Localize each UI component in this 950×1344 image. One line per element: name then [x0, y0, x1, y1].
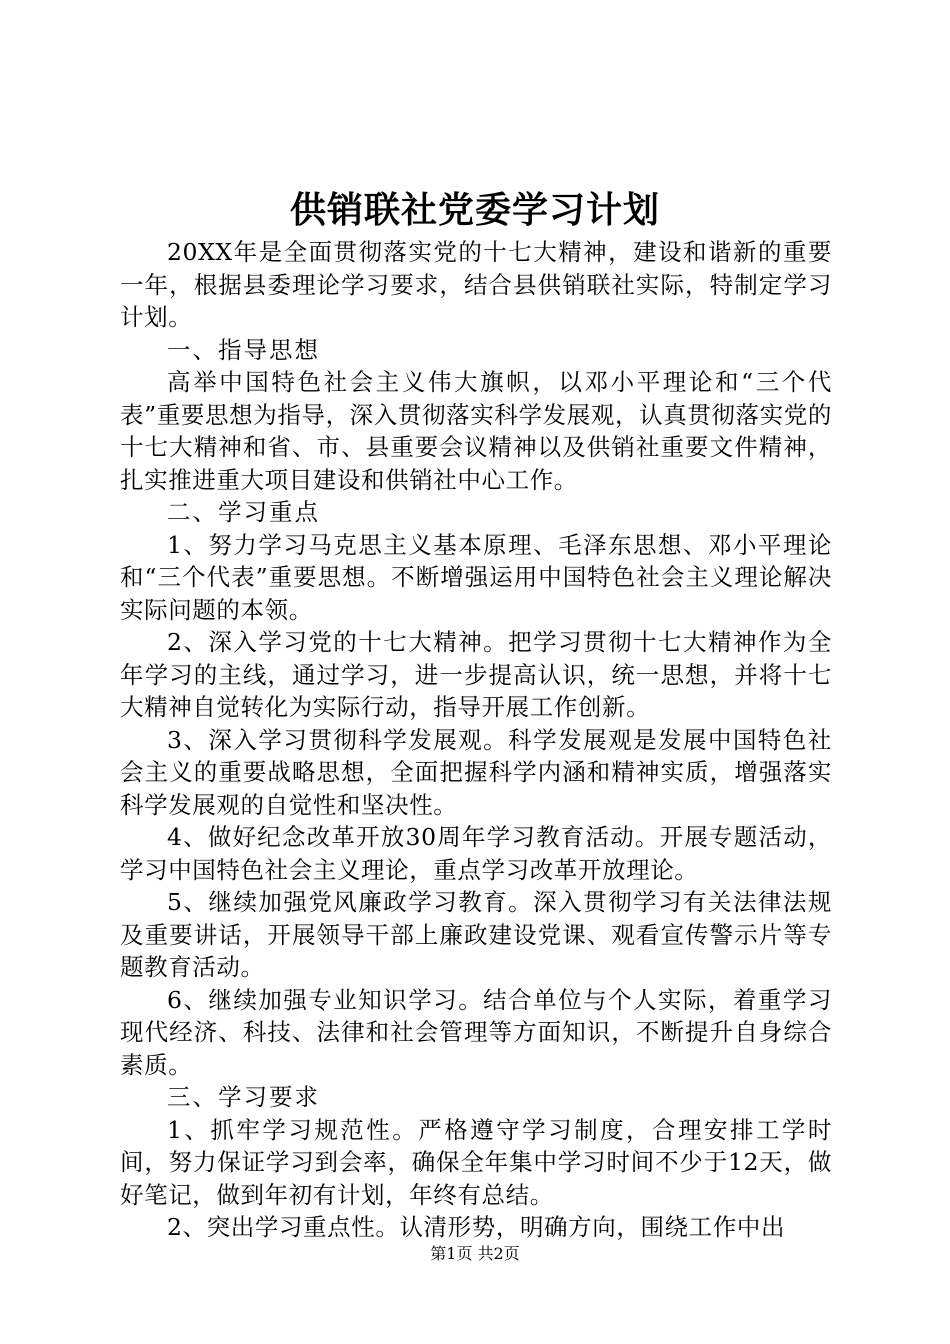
study-focus-item-1: 1、努力学习马克思主义基本原理、毛泽东思想、邓小平理论和“三个代表”重要思想。不断增强运用中国特色社会主义理论解决实际问题的本领。: [120, 530, 832, 624]
study-requirement-item-1: 1、抓牢学习规范性。严格遵守学习制度，合理安排工学时间，努力保证学习到会率，确保全年集中学习时间不少于12天，做好笔记，做到年初有计划，年终有总结。: [120, 1115, 832, 1209]
study-requirement-item-2: 2、突出学习重点性。认清形势，明确方向，围绕工作中出: [167, 1213, 786, 1241]
page-number-footer: 第1页 共2页: [430, 1244, 520, 1263]
intro-paragraph: 20XX年是全面贯彻落实党的十七大精神，建设和谐新的重要一年，根据县委理论学习要求，结合县供销联社实际，特制定学习计划。: [120, 238, 832, 331]
section-heading-study-focus: 二、学习重点: [167, 498, 320, 526]
study-focus-item-5: 5、继续加强党风廉政学习教育。深入贯彻学习有关法律法规及重要讲话，开展领导干部上廉政建设党课、观看宣传警示片等专题教育活动。: [120, 888, 832, 981]
section-heading-study-requirements: 三、学习要求: [167, 1083, 320, 1111]
document-title: 供销联社党委学习计划: [289, 189, 660, 231]
section-heading-guiding-thought: 一、指导思想: [167, 335, 320, 364]
document-body: [120, 236, 832, 1244]
study-focus-item-2: 2、深入学习党的十七大精神。把学习贯彻十七大精神作为全年学习的主线，通过学习，进一步提高认识，统一思想，并将十七大精神自觉转化为实际行动，指导开展工作创新。: [120, 628, 832, 721]
study-focus-item-3: 3、深入学习贯彻科学发展观。科学发展观是发展中国特色社会主义的重要战略思想，全面把握科学内涵和精神实质，增强落实科学发展观的自觉性和坚决性。: [120, 725, 832, 819]
study-focus-item-4: 4、做好纪念改革开放30周年学习教育活动。开展专题活动，学习中国特色社会主义理论，重点学习改革开放理论。: [120, 823, 832, 884]
guiding-thought-paragraph: 高举中国特色社会主义伟大旗帜，以邓小平理论和“三个代表”重要思想为指导，深入贯彻落实科学发展观，认真贯彻落实党的十七大精神和省、市、县重要会议精神以及供销社重要文件精神，扎实推进重大项目建设和供销社中心工作。: [120, 368, 832, 494]
study-focus-item-6: 6、继续加强专业知识学习。结合单位与个人实际，着重学习现代经济、科技、法律和社会管理等方面知识，不断提升自身综合素质。: [120, 985, 832, 1079]
